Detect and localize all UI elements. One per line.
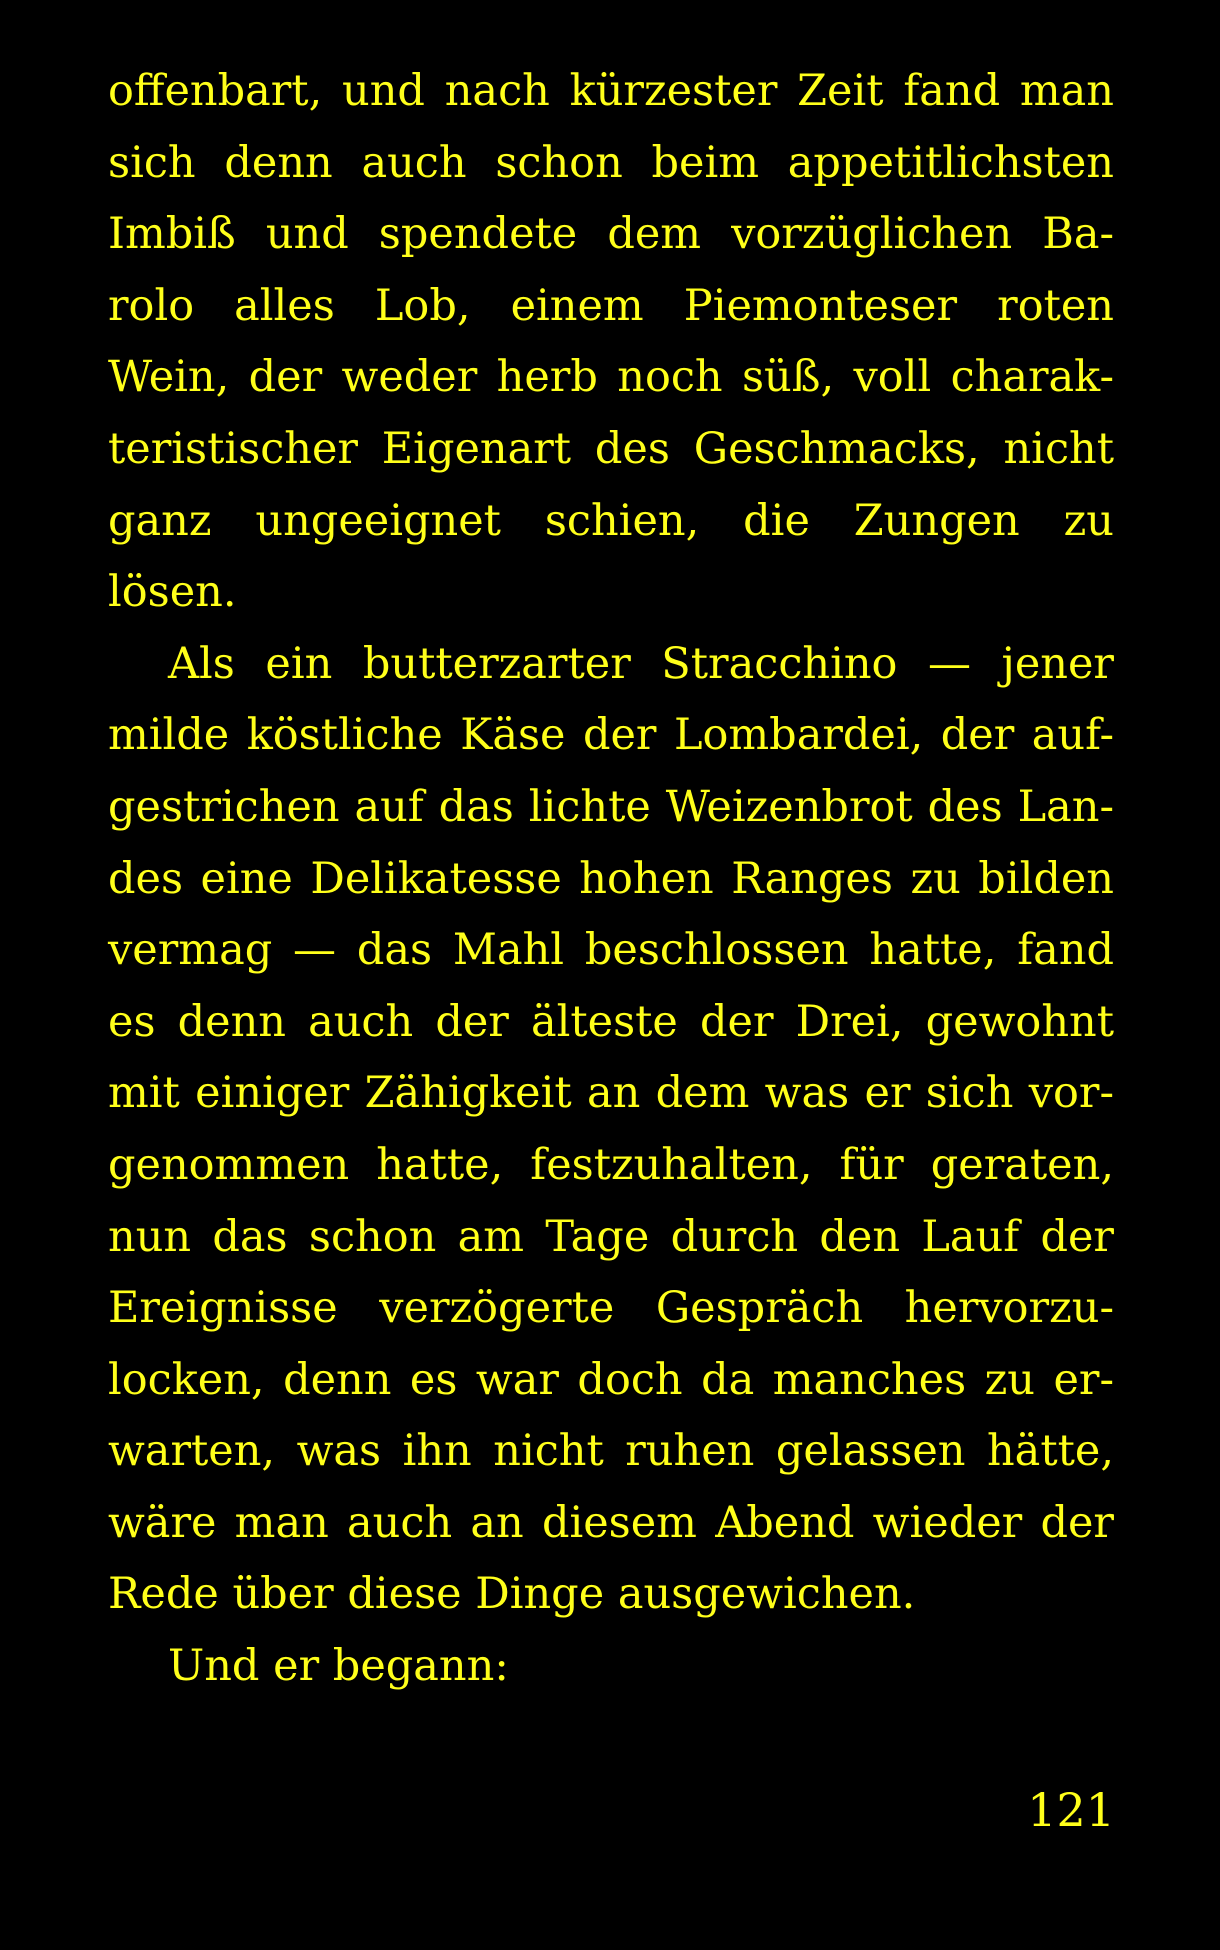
text-line: rolo alles Lob, einem Piemonteser roten xyxy=(108,280,1114,331)
text-line: nun das schon am Tage durch den Lauf der xyxy=(108,1211,1114,1262)
page-number: 121 xyxy=(1027,1783,1115,1837)
text-line: offenbart, und nach kürzester Zeit fand man xyxy=(108,66,1114,116)
text-line: Imbiß und spendete dem vorzüglichen Ba- xyxy=(108,209,1114,260)
body-text xyxy=(108,56,1114,1703)
text-line: genommen hatte, festzuhalten, für geraten, xyxy=(108,1139,1114,1190)
text-line: locken, denn es war doch da manches zu er- xyxy=(108,1354,1114,1405)
text-line: ganz ungeeignet schien, die Zungen zu xyxy=(108,495,1114,546)
text-line: Als ein butterzarter Stracchino — jener xyxy=(168,638,1114,689)
text-line: des eine Delikatesse hohen Ranges zu bilden xyxy=(108,853,1114,904)
paragraph-3 xyxy=(108,1631,1114,1703)
text-line: sich denn auch schon beim appetitlichsten xyxy=(108,137,1114,188)
text-line: vermag — das Mahl beschlossen hatte, fand xyxy=(108,925,1114,976)
text-line: warten, was ihn nicht ruhen gelassen hätte, xyxy=(108,1426,1114,1477)
text-line: milde köstliche Käse der Lombardei, der auf- xyxy=(108,710,1114,761)
text-line: teristischer Eigenart des Geschmacks, nicht xyxy=(108,423,1114,474)
text-line: Rede über diese Dinge ausgewichen. xyxy=(108,1569,916,1620)
text-line: Und er begann: xyxy=(168,1641,509,1692)
text-line: Wein, der weder herb noch süß, voll charak- xyxy=(108,352,1114,403)
text-line: es denn auch der älteste der Drei, gewohnt xyxy=(108,996,1114,1047)
paragraph-2 xyxy=(108,629,1114,1631)
text-line: Ereignisse verzögerte Gespräch hervorzu- xyxy=(108,1283,1114,1334)
text-line: gestrichen auf das lichte Weizenbrot des Lan- xyxy=(108,781,1114,832)
text-line: lösen. xyxy=(108,567,237,618)
text-line: mit einiger Zähigkeit an dem was er sich vor- xyxy=(108,1068,1114,1119)
text-line: wäre man auch an diesem Abend wieder der xyxy=(108,1497,1114,1548)
paragraph-1 xyxy=(108,56,1114,629)
